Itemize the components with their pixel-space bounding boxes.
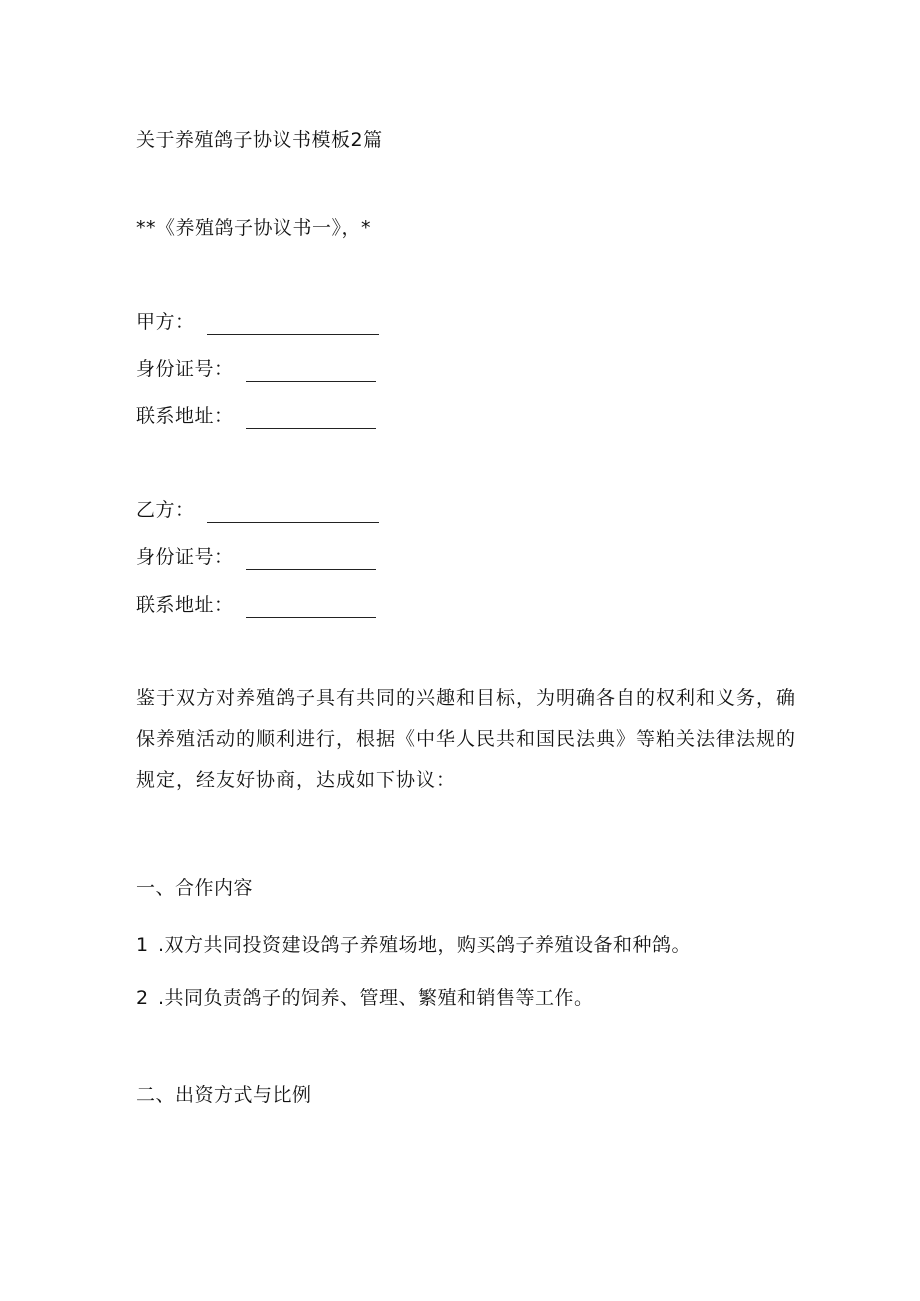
- party-b-name-blank: [207, 502, 379, 523]
- party-a-address-field: [136, 403, 376, 429]
- party-b-id-label: 身份证号：: [136, 546, 234, 568]
- document-title: 关于养殖鸽子协议书模板2篇: [136, 129, 383, 151]
- party-b-address-field: [136, 592, 376, 618]
- section-1-item: [136, 985, 594, 1011]
- item-number: 2: [136, 987, 149, 1009]
- party-a-address-label: 联系地址：: [136, 405, 234, 427]
- party-b-name-field: [136, 497, 379, 523]
- sub-heading: **《养殖鸽子协议书一》，*: [136, 217, 372, 239]
- party-a-address-blank: [246, 408, 376, 429]
- item-number: 1: [136, 934, 149, 956]
- section-1-heading: 一、合作内容: [136, 877, 254, 899]
- party-b-id-blank: [246, 549, 376, 570]
- item-text: .共同负责鸽子的饲养、管理、繁殖和销售等工作。: [158, 987, 594, 1009]
- party-a-id-field: [136, 356, 376, 382]
- party-a-name-field: [136, 309, 379, 335]
- party-a-name-blank: [207, 314, 379, 335]
- item-text: .双方共同投资建设鸽子养殖场地，购买鸽子养殖设备和种鸽。: [158, 934, 692, 956]
- preamble-paragraph: 鉴于双方对养殖鸽子具有共同的兴趣和目标，为明确各自的权利和义务，确保养殖活动的顺利进行，根据《中华人民共和国民法典》等粕关法律法规的规定，经友好协商，达成如下协议：: [136, 687, 797, 791]
- party-b-address-label: 联系地址：: [136, 594, 234, 616]
- party-a-id-blank: [246, 361, 376, 382]
- party-a-id-label: 身份证号：: [136, 358, 234, 380]
- section-2-heading: 二、出资方式与比例: [136, 1084, 312, 1106]
- party-a-name-label: 甲方：: [136, 311, 195, 333]
- party-b-address-blank: [246, 597, 376, 618]
- party-b-name-label: 乙方：: [136, 499, 195, 521]
- section-1-item: [136, 932, 691, 958]
- party-b-id-field: [136, 544, 376, 570]
